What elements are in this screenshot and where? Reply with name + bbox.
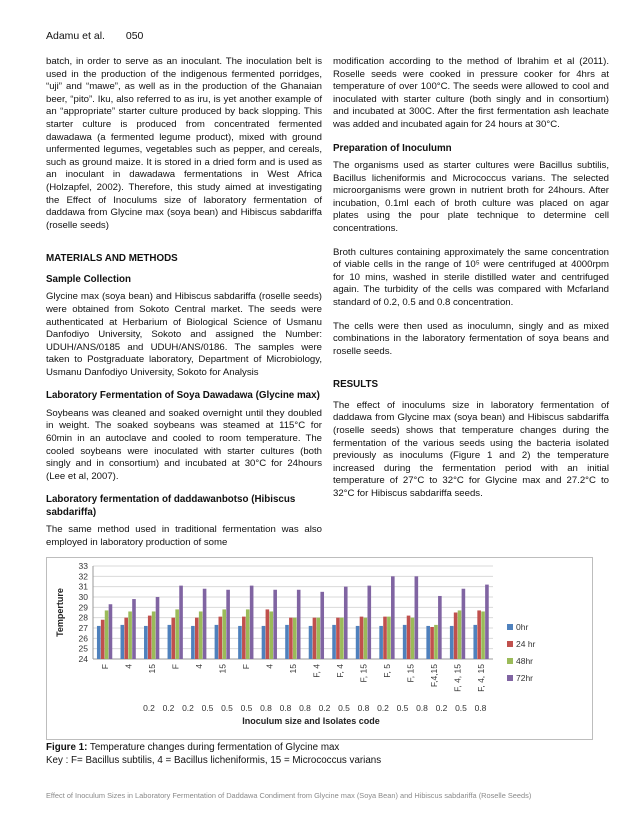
- bar-0hr: [473, 625, 477, 659]
- y-tick-label: 31: [78, 581, 88, 592]
- bar-48hr: [317, 618, 321, 659]
- bar-72hr: [438, 596, 442, 659]
- bar-72hr: [109, 604, 113, 659]
- size-label: 0.5: [455, 703, 467, 713]
- lab-fermentation-roselle-heading: Laboratory fermentation of daddawanbotso (Hibiscus sabdariffa): [46, 494, 296, 518]
- size-label: 0.8: [260, 703, 272, 713]
- bar-24-hr: [336, 618, 340, 659]
- size-label: 0.8: [416, 703, 428, 713]
- results-heading: RESULTS: [333, 379, 378, 391]
- temperature-chart: [46, 557, 593, 740]
- size-label: 0.5: [240, 703, 253, 713]
- size-label: 0.8: [357, 703, 370, 713]
- x-category-label: 4: [193, 664, 204, 669]
- y-tick-label: 25: [78, 643, 88, 654]
- bar-48hr: [246, 609, 250, 659]
- bar-48hr: [152, 611, 156, 659]
- x-category-label: F: [170, 664, 181, 670]
- bar-0hr: [450, 626, 454, 659]
- bar-24-hr: [242, 617, 246, 659]
- bar-24-hr: [219, 617, 223, 659]
- legend-label: 24 hr: [516, 639, 536, 649]
- bar-72hr: [250, 586, 254, 659]
- figure-key: Key : F= Bacillus subtilis, 4 = Bacillus licheniformis, 15 = Micrococcus varians: [46, 754, 382, 766]
- modification-paragraph: modification according to the method of Ibrahim et al (2011). Roselle seeds were cooked in pressure cooker for 4hrs at temperature of over 100°C. The seeds were allowed to cool and inoculated with starter culture (both singly and in consortium) and incubated at 300C. After the first fermentation ash leachate was added and incubated again for 24 hours at 30°C.: [333, 56, 609, 130]
- legend-label: 48hr: [516, 656, 534, 666]
- bar-48hr: [481, 611, 485, 659]
- x-category-label: F, 5: [382, 664, 393, 678]
- bar-24-hr: [101, 620, 105, 659]
- size-label: 0.8: [279, 703, 292, 713]
- bar-0hr: [168, 625, 172, 659]
- preparation-paragraph-3: The cells were then used as inoculumn, singly and as mixed combinations in the laboratory fermentation of soya beans and roselle seeds.: [333, 320, 609, 357]
- bar-72hr: [156, 597, 160, 659]
- y-tick-label: 28: [78, 612, 88, 623]
- bar-48hr: [269, 611, 273, 659]
- bar-24-hr: [266, 609, 270, 659]
- x-category-label: F, 4: [335, 664, 346, 678]
- x-category-label: 15: [146, 664, 157, 674]
- bar-24-hr: [124, 618, 128, 659]
- sample-collection-paragraph: Glycine max (soya bean) and Hibiscus sabdariffa (roselle seeds) were obtained from Sokoto Central market. The seeds were authenticated at Herbarium of Biological Science of Usmanu Danfodiyo University, Sokoto and assigned the Number: UDUH/ANS/0185 and UDUH/ANS/0186. The samples were taken to Postgraduate laboratory, Department of Microbiology, Usmanu Danfodiyo University, Sokoto for Analysis: [46, 291, 322, 378]
- bar-0hr: [379, 626, 383, 659]
- size-label: 0.5: [221, 703, 233, 713]
- figure-caption: [46, 742, 381, 767]
- y-axis-title: Temperture: [55, 588, 65, 637]
- size-label: 0.8: [299, 703, 311, 713]
- lab-fermentation-soya-heading: Laboratory Fermentation of Soya Dawadawa (Glycine max): [46, 390, 320, 402]
- x-category-label: 15: [217, 664, 228, 674]
- bar-0hr: [262, 626, 266, 659]
- bar-24-hr: [289, 618, 293, 659]
- bar-72hr: [391, 576, 395, 659]
- bar-24-hr: [195, 618, 199, 659]
- running-head: [46, 30, 143, 42]
- legend-swatch: [507, 641, 513, 647]
- bar-72hr: [297, 590, 301, 659]
- bar-48hr: [175, 609, 179, 659]
- x-category-label: F, 4, 15: [452, 664, 463, 692]
- x-axis-title: Inoculum size and Isolates code: [242, 716, 380, 726]
- bar-24-hr: [383, 617, 387, 659]
- bar-0hr: [238, 626, 242, 659]
- bar-24-hr: [171, 618, 175, 659]
- bar-48hr: [434, 625, 438, 659]
- bar-48hr: [128, 611, 132, 659]
- size-label: 0.2: [377, 703, 389, 713]
- bar-72hr: [485, 585, 489, 659]
- legend-label: 72hr: [516, 673, 534, 683]
- bar-72hr: [367, 586, 371, 659]
- lab-fermentation-soya-paragraph: Soybeans was cleaned and soaked overnight until they doubled in weight. The soaked soybeans was steamed at 115°C for 60min in an autoclave and cooled to room temperature. The cooled soybeans were inoculated with starter cultures (both singly and in consortium) and incubated at 30°C for 24hours (Lee et al, 2007).: [46, 407, 322, 482]
- legend-swatch: [507, 675, 513, 681]
- preparation-heading: Preparation of Inoculumn: [333, 142, 452, 154]
- temperature-chart-svg: [47, 558, 594, 741]
- results-paragraph: The effect of inoculums size in laboratory fermentation of daddawa from Glycine max (soya bean) and Hibiscus sabdariffa (roselle seeds) shows that temperature changes during the fermentation of the various seeds using the bacteria isolated previously as inoculums (Figure 1 and 2) the temperature increased during the fermentation period with an initial temperature of 27°C to 32°C for Glycine max and 27.2°C to 32°C for Hibiscus sabdariffa seeds.: [333, 399, 609, 500]
- x-category-label: F, 4, 15: [476, 664, 487, 692]
- y-tick-label: 26: [78, 633, 88, 644]
- bar-72hr: [415, 576, 419, 659]
- page-footer: Effect of Inoculum Sizes in Laboratory Fermentation of Daddawa Condiment from Glycine max (Soya Bean) and Hibiscus sabdariffa (Roselle Seeds): [46, 791, 532, 800]
- bar-0hr: [403, 625, 407, 659]
- bar-48hr: [222, 609, 226, 659]
- size-label: 0.2: [162, 703, 175, 713]
- size-label: 0.2: [143, 703, 155, 713]
- bar-48hr: [387, 617, 391, 659]
- bar-0hr: [215, 625, 219, 659]
- bar-0hr: [426, 626, 430, 659]
- y-tick-label: 24: [78, 654, 88, 664]
- x-category-label: F: [99, 664, 110, 670]
- bar-0hr: [285, 625, 289, 659]
- size-label: 0.2: [318, 703, 331, 713]
- size-label: 0.2: [182, 703, 194, 713]
- size-label: 0.5: [201, 703, 214, 713]
- y-tick-label: 29: [78, 602, 88, 613]
- y-tick-label: 33: [78, 561, 88, 571]
- bar-48hr: [411, 618, 415, 659]
- x-category-label: F,4,15: [429, 664, 440, 688]
- bar-24-hr: [313, 618, 317, 659]
- figure-caption-line: [46, 742, 381, 755]
- bar-24-hr: [477, 610, 481, 659]
- intro-paragraph: batch, in order to serve as an inoculant. The inoculation belt is used in the production of the indigenous fermented porridges, “uji” and “mawe”, as well as in the production of the Ghanaian beer, “pito”. Iku, also referred to as iru, is yet another example of an “appropriate” starter culture produced by back slopping. This starter culture is produced from concentrated fermented dawadawa (a fermented legume product), mixed with ground unfermented legumes, vegetables such as pepper, and cereals, such as ground maize. It is stored in a dried form and is used as an inoculant in dawadawa fermentations in West Africa (Holzapfel, 2002). Therefore, this study aimed at investigating the Effect of Inoculums size of laboratory fermentation of daddawa from Glycine max (soya bean) and Hibiscus sabdariffa (roselle seeds): [46, 56, 322, 231]
- x-category-label: F, 15: [405, 664, 416, 683]
- bar-48hr: [458, 610, 462, 659]
- left-column: [46, 56, 322, 560]
- bar-24-hr: [148, 616, 152, 659]
- size-label: 0.5: [396, 703, 409, 713]
- bar-24-hr: [360, 617, 364, 659]
- legend-swatch: [507, 658, 513, 664]
- bar-0hr: [191, 626, 195, 659]
- figure-caption-text: Temperature changes during fermentation of Glycine max: [89, 742, 340, 753]
- x-category-label: 4: [123, 664, 134, 669]
- x-category-label: F, 4: [311, 664, 322, 678]
- bar-24-hr: [407, 616, 411, 659]
- y-tick-label: 27: [78, 623, 88, 633]
- bar-48hr: [340, 618, 344, 659]
- bar-48hr: [105, 610, 109, 659]
- bar-72hr: [462, 589, 466, 659]
- bar-72hr: [203, 589, 207, 659]
- bar-72hr: [273, 590, 277, 659]
- bar-24-hr: [454, 613, 458, 660]
- bar-72hr: [179, 586, 183, 659]
- size-label: 0.5: [338, 703, 350, 713]
- y-tick-label: 32: [78, 571, 88, 582]
- bar-0hr: [144, 626, 148, 659]
- bar-0hr: [332, 625, 336, 659]
- bar-0hr: [97, 626, 101, 659]
- x-category-label: F, 15: [358, 664, 369, 683]
- figure-label: Figure 1:: [46, 742, 88, 753]
- bar-48hr: [293, 618, 297, 659]
- bar-0hr: [356, 626, 360, 659]
- y-tick-label: 30: [78, 592, 88, 602]
- bar-24-hr: [430, 627, 434, 659]
- preparation-paragraph-2: Broth cultures containing approximately the same concentration of viable cells in the range of 10⁵ were centrifuged at 4000rpm for 10 mins, washed in sterile distilled water and centrifuged again. The turbidity of the cells was compared with Mcfarland standard of 0.2, 0.5 and 0.8 concentration.: [333, 246, 609, 308]
- sample-collection-heading: Sample Collection: [46, 273, 131, 285]
- materials-methods-heading: MATERIALS AND METHODS: [46, 253, 178, 265]
- bar-72hr: [320, 592, 324, 659]
- legend-swatch: [507, 624, 513, 630]
- bar-48hr: [199, 611, 203, 659]
- page-number: 050: [125, 30, 144, 42]
- lab-fermentation-roselle-paragraph: The same method used in traditional fermentation was also employed in laboratory production of some: [46, 524, 322, 548]
- x-category-label: 15: [288, 664, 298, 674]
- bar-72hr: [344, 587, 348, 659]
- x-category-label: F: [240, 664, 251, 670]
- legend-label: 0hr: [516, 622, 529, 632]
- bar-72hr: [132, 599, 136, 659]
- x-category-label: 4: [264, 664, 275, 669]
- size-label: 0.2: [435, 703, 448, 713]
- size-label: 0.8: [474, 703, 487, 713]
- bar-72hr: [226, 590, 230, 659]
- preparation-paragraph-1: The organisms used as starter cultures were Bacillus subtilis, Bacillus licheniformis and Micrococcus varians. The selected microorganisms were grown in nutrient broth for 24hours. After incubation, 0.1ml each of broth culture was placed on agar plates using the pour plate technique to determine cell concentrations.: [333, 159, 609, 234]
- running-head-authors: Adamu et al.: [46, 30, 105, 42]
- bar-0hr: [309, 626, 313, 659]
- bar-0hr: [120, 625, 124, 659]
- right-column: [333, 56, 609, 512]
- bar-48hr: [364, 618, 368, 659]
